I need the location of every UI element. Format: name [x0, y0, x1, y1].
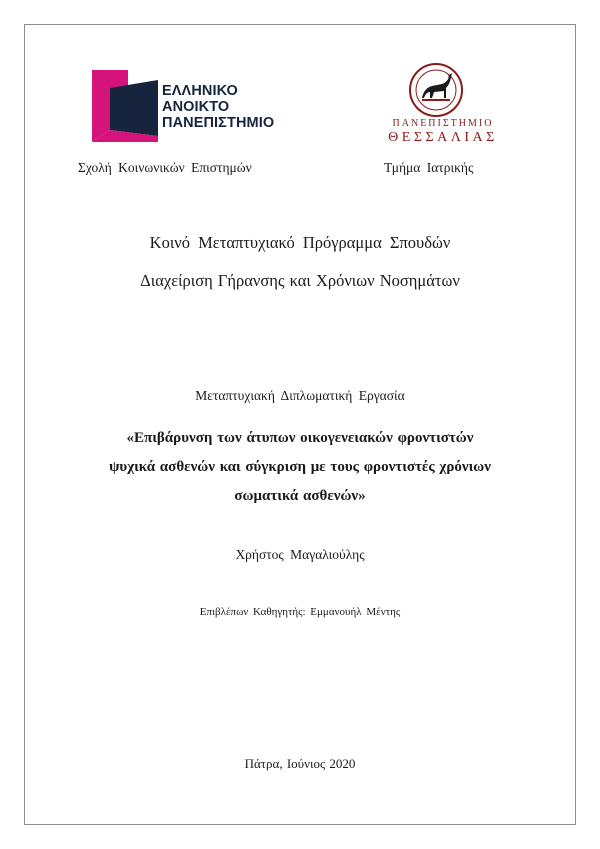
- uth-logo-line-1: ΠΑΝΕΠΙΣΤΗΜΙΟ: [392, 118, 494, 129]
- uth-seal-icon: [408, 62, 464, 118]
- program-title-line-2: Διαχείριση Γήρανσης και Χρόνιων Νοσημάτων: [140, 271, 460, 290]
- program-title-line-1: Κοινό Μεταπτυχιακό Πρόγραμμα Σπουδών: [149, 233, 451, 252]
- thesis-title-line-1: «Επιβάρυνση των άτυπων οικογενειακών φροντιστών: [126, 430, 474, 446]
- uth-logo-text: [378, 118, 508, 146]
- eap-logo-text: [162, 83, 274, 131]
- eap-logo-line-2: ΑΝΟΙΚΤΟ: [162, 99, 230, 115]
- supervisor: Επιβλέπων Καθηγητής: Εμμανουήλ Μέντης: [199, 606, 401, 618]
- thesis-title: [0, 424, 600, 511]
- uth-logo-line-2: ΘΕΣΣΑΛΙΑΣ: [388, 130, 498, 145]
- author-name: Χρήστος Μαγαλιούλης: [235, 547, 365, 562]
- date-place: Πάτρα, Ιούνιος 2020: [244, 756, 356, 771]
- eap-logo-line-1: ΕΛΛΗΝΙΚΟ: [162, 83, 238, 99]
- eap-logo-line-3: ΠΑΝΕΠΙΣΤΗΜΙΟ: [162, 115, 275, 131]
- thesis-title-line-2: ψυχικά ασθενών και σύγκριση με τους φροντιστές χρόνιων: [109, 459, 491, 475]
- school-name: Σχολή Κοινωνικών Επιστημών: [78, 160, 252, 175]
- thesis-type: Μεταπτυχιακή Διπλωματική Εργασία: [195, 388, 405, 403]
- thesis-title-line-3: σωματικά ασθενών»: [234, 488, 366, 504]
- department-name: Τμήμα Ιατρικής: [384, 160, 474, 175]
